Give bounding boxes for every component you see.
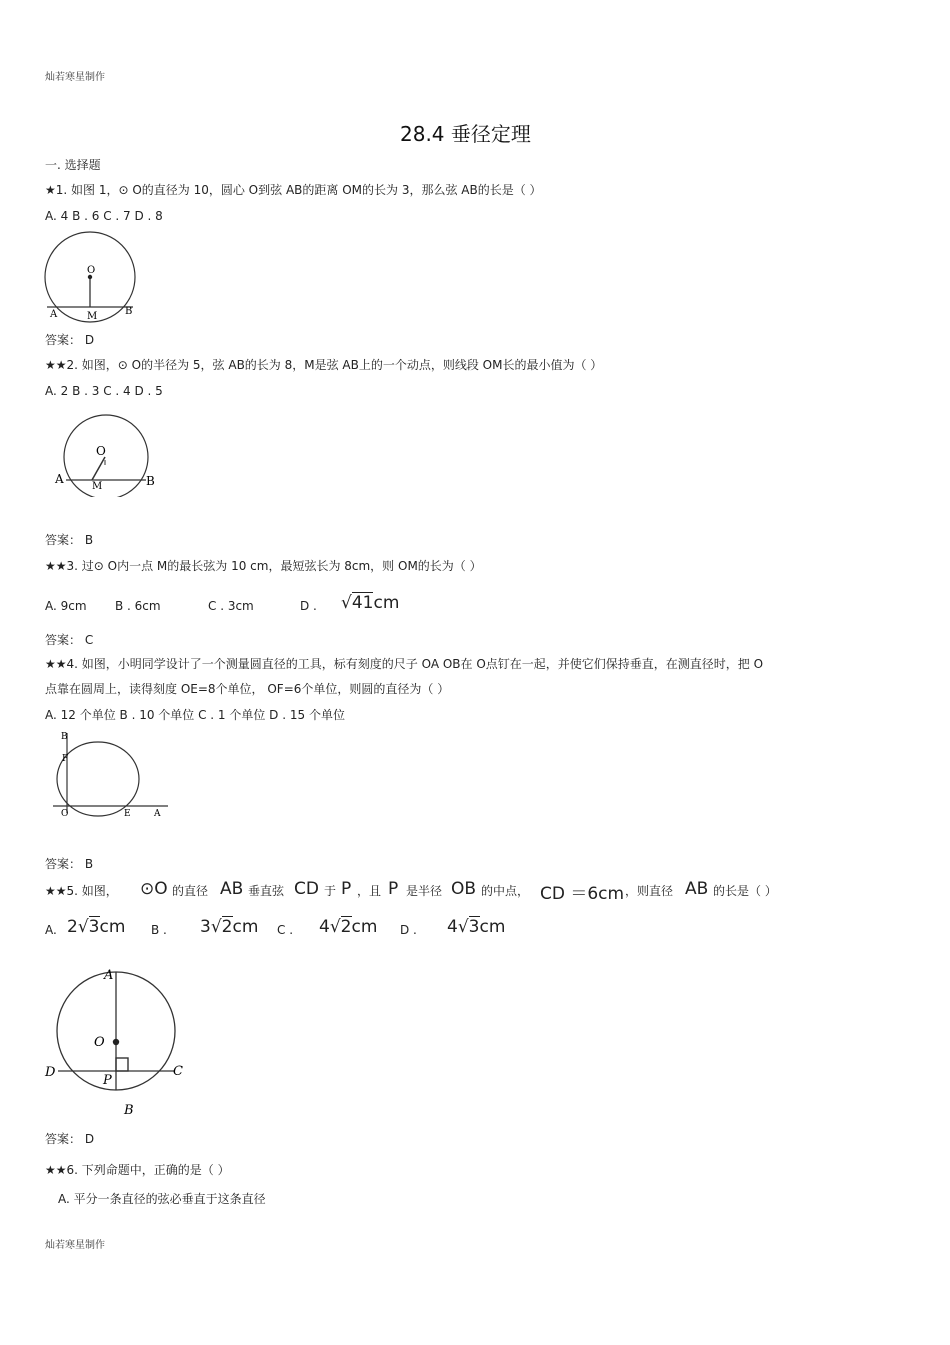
- q3-option-c: C . 3cm: [208, 599, 254, 613]
- q5-option-a: A.: [45, 923, 57, 937]
- figure-2-circle: [50, 412, 165, 497]
- question-4-stem-line1: ★★4. 如图，小明同学设计了一个测量圆直径的工具，标有刻度的尺子 OA OB在 O点钉在一起，并使它们保持垂直，在测直径时，把 O: [45, 657, 764, 671]
- q5-option-d: D .: [400, 923, 417, 937]
- fig4-label-b: B: [61, 732, 68, 742]
- question-5-options: [45, 917, 605, 943]
- figure-1-circle: [40, 228, 150, 328]
- q5-option-a-value: 2√3cm: [67, 917, 126, 937]
- q5-option-b-value: 3√2cm: [200, 917, 259, 937]
- fig1-label-a: A: [50, 309, 58, 320]
- page-title: 28.4 垂径定理: [400, 122, 531, 146]
- page-footer: 灿若寒星制作: [45, 1240, 105, 1251]
- fig2-label-a: A: [55, 472, 64, 486]
- question-6-stem: ★★6. 下列命题中，正确的是（ ）: [45, 1163, 230, 1177]
- q3-option-d-sqrt: √41cm: [341, 593, 400, 613]
- q5-part-1: ★★5. 如图，: [45, 884, 118, 898]
- fig5-label-d: D: [45, 1065, 56, 1080]
- q5-part-10: P: [388, 879, 399, 899]
- q5-part-13: 的中点，: [481, 884, 530, 898]
- fig4-label-e: E: [124, 809, 131, 819]
- q5-option-b-coef: 3: [200, 917, 211, 937]
- q5-option-a-radicand: 3: [88, 917, 100, 937]
- q5-part-14: CD ＝6cm: [540, 884, 625, 904]
- q3-option-b: B . 6cm: [115, 599, 161, 613]
- fig4-label-f: F: [62, 754, 69, 764]
- fig1-label-b: B: [125, 306, 133, 317]
- q5-option-d-value: 4√3cm: [447, 917, 506, 937]
- q5-option-a-coef: 2: [67, 917, 78, 937]
- page-header: 灿若寒星制作: [45, 72, 105, 83]
- fig5-label-b: B: [124, 1103, 134, 1118]
- question-5-answer: 答案： D: [45, 1132, 95, 1146]
- q5-part-12: OB: [451, 879, 477, 899]
- question-6-option-a: A. 平分一条直径的弦必垂直于这条直径: [58, 1192, 266, 1206]
- fig1-label-o: O: [87, 265, 96, 276]
- question-1-answer: 答案： D: [45, 333, 95, 347]
- q5-option-d-unit: cm: [479, 917, 506, 937]
- q5-option-c: C .: [277, 923, 294, 937]
- q5-part-6: CD: [294, 879, 319, 899]
- q3-option-d-radicand: 41: [351, 593, 374, 613]
- question-2-options: A. 2 B . 3 C . 4 D . 5: [45, 384, 163, 398]
- fig2-label-b: B: [146, 474, 155, 488]
- q5-part-3: 的直径: [172, 884, 209, 898]
- q3-option-d-unit: cm: [373, 593, 400, 613]
- q5-option-d-coef: 4: [447, 917, 458, 937]
- question-3-answer: 答案： C: [45, 633, 94, 647]
- fig5-label-o: O: [94, 1035, 105, 1050]
- fig2-label-m: M: [92, 481, 103, 492]
- q5-option-d-radicand: 3: [468, 917, 480, 937]
- question-1-stem: ★1. 如图 1，⊙ O的直径为 10，圆心 O到弦 AB的距离 OM的长为 3，那么弦 AB的长是（ ）: [45, 183, 542, 197]
- q3-option-a: A. 9cm: [45, 599, 87, 613]
- question-2-stem: ★★2. 如图，⊙ O的半径为 5，弦 AB的长为 8，M是弦 AB上的一个动点，则线段 OM长的最小值为（ ）: [45, 358, 603, 372]
- fig4-label-o: O: [61, 809, 69, 819]
- fig1-label-m: M: [87, 311, 98, 322]
- q5-part-4: AB: [220, 879, 244, 899]
- fig5-label-c: C: [173, 1064, 183, 1079]
- q5-option-a-unit: cm: [99, 917, 126, 937]
- fig4-label-a: A: [154, 809, 161, 819]
- fig2-label-o: O: [96, 444, 106, 458]
- question-4-options: A. 12 个单位 B . 10 个单位 C . 1 个单位 D . 15 个单位: [45, 708, 345, 722]
- question-4-stem-line2: 点靠在圆周上，读得刻度 OE=8个单位， OF=6个单位，则圆的直径为（ ）: [45, 682, 450, 696]
- section-heading: 一. 选择题: [45, 158, 101, 172]
- question-4-answer: 答案： B: [45, 857, 94, 871]
- q5-part-16: AB: [685, 879, 709, 899]
- q5-part-8: P: [341, 879, 352, 899]
- question-2-answer: 答案： B: [45, 533, 94, 547]
- figure-5-circle: [40, 960, 195, 1120]
- q5-option-b-unit: cm: [232, 917, 259, 937]
- q5-part-15: ，则直径: [625, 884, 674, 898]
- question-5-stem: [45, 878, 905, 904]
- q5-part-9: ，且: [357, 884, 382, 898]
- question-1-options: A. 4 B . 6 C . 7 D . 8: [45, 209, 163, 223]
- q5-option-b: B .: [151, 923, 167, 937]
- q5-part-5: 垂直弦: [248, 884, 285, 898]
- q5-option-c-unit: cm: [351, 917, 378, 937]
- q5-part-7: 于: [324, 884, 337, 898]
- figure-4-ruler-circle: [50, 727, 175, 822]
- q5-part-2: ⊙O: [140, 879, 168, 899]
- q5-part-17: 的长是（ ）: [713, 884, 777, 898]
- question-3-stem: ★★3. 过⊙ O内一点 M的最长弦为 10 cm，最短弦长为 8cm，则 OM的长为（ ）: [45, 559, 482, 573]
- q5-option-c-value: 4√2cm: [319, 917, 378, 937]
- fig5-label-p: P: [103, 1073, 112, 1088]
- q5-part-11: 是半径: [406, 884, 443, 898]
- q5-option-b-radicand: 2: [221, 917, 233, 937]
- q5-option-c-radicand: 2: [340, 917, 352, 937]
- q5-option-c-coef: 4: [319, 917, 330, 937]
- fig5-label-a: A: [104, 968, 114, 983]
- q3-option-d: D .: [300, 599, 317, 613]
